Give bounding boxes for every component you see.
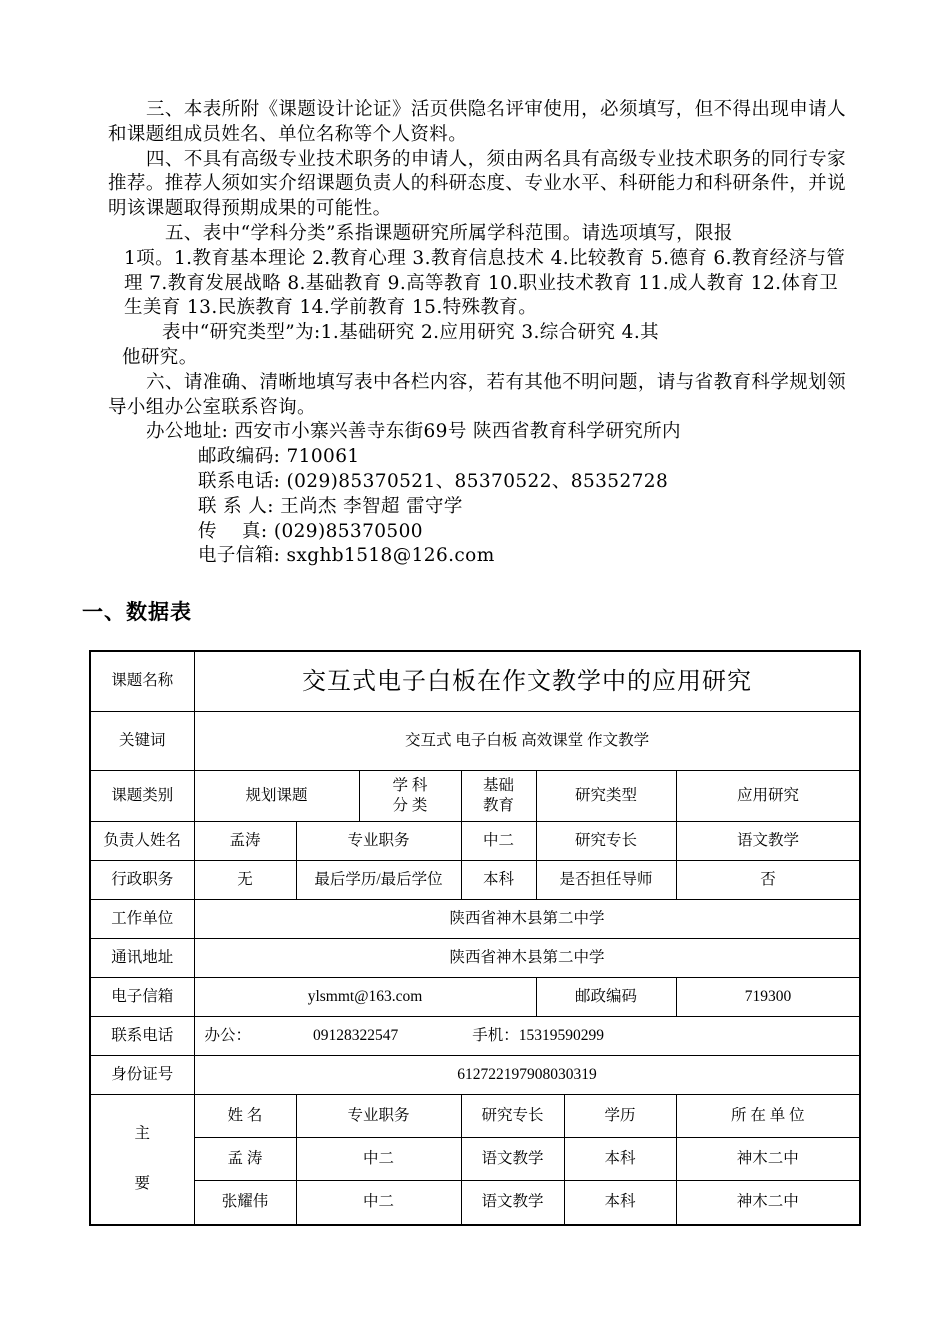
note-5b-rest: 他研究。 (122, 346, 198, 368)
work-unit-value: 陕西省神木县第二中学 (194, 899, 860, 938)
contact-people-line: 联 系 人: 王尚杰 李智超 雷守学 (198, 495, 463, 517)
member-header-specialty: 研究专长 (461, 1094, 564, 1137)
office-address: 办公地址: 西安市小寨兴善寺东街69号 陕西省教育科学研究所内 (146, 421, 681, 443)
note-5 (108, 222, 846, 321)
row-admin (90, 860, 860, 899)
office-phone-label: 办公： (204, 1026, 252, 1044)
members-label-line2: 要 (134, 1174, 150, 1192)
admin-label: 行政职务 (90, 860, 194, 899)
title-rank-label: 专业职务 (296, 821, 461, 860)
subject-value-line1: 基础 (482, 776, 514, 794)
office-phone-value: 09128322547 (313, 1026, 399, 1044)
subject-label-line2: 分 类 (392, 796, 428, 814)
admin-value: 无 (194, 860, 296, 899)
row-mail-address (90, 938, 860, 977)
note-3: 三、本表所附《课题设计论证》活页供隐名评审使用，必须填写，但不得出现申请人和课题组成员姓名、单位名称等个人资料。 (108, 99, 846, 145)
phone-label: 联系电话 (90, 1016, 194, 1055)
member-header-unit: 所 在 单 位 (676, 1094, 860, 1137)
member-education: 本科 (564, 1137, 676, 1180)
postcode-label: 邮政编码 (536, 977, 676, 1016)
section-title: 一、数据表 (82, 600, 192, 624)
leader-label: 负责人姓名 (90, 821, 194, 860)
data-table (89, 650, 861, 1226)
supervisor-value: 否 (676, 860, 860, 899)
member-header-name: 姓 名 (194, 1094, 296, 1137)
member-title: 中二 (296, 1180, 461, 1225)
project-title-value: 交互式电子白板在作文教学中的应用研究 (194, 651, 860, 711)
subject-label (359, 770, 461, 821)
note-5-rest: 1项。1.教育基本理论 2.教育心理 3.教育信息技术 4.比较教育 5.德育 6.教育经济与管理 7.教育发展战略 8.基础教育 9.高等教育 10.职业技术教育 11.成人教育 12.体育卫生美育 13.民族教育 14.学前教育 15.特殊教育。 (124, 247, 846, 319)
work-unit-label: 工作单位 (90, 899, 194, 938)
note-5b-first-line: 表中“研究类型”为:1.基础研究 2.应用研究 3.综合研究 4.其 (162, 322, 659, 344)
keywords-label: 关键词 (90, 711, 194, 770)
mobile-phone: 手机：15319590299 (472, 1026, 605, 1044)
mail-address-label: 通讯地址 (90, 938, 194, 977)
row-phone (90, 1016, 860, 1055)
row-project-title (90, 651, 860, 711)
member-name: 孟 涛 (194, 1137, 296, 1180)
id-value: 612722197908030319 (194, 1055, 860, 1094)
research-type-label: 研究类型 (536, 770, 676, 821)
postcode-value: 719300 (676, 977, 860, 1016)
member-education: 本科 (564, 1180, 676, 1225)
note-6: 六、请准确、清晰地填写表中各栏内容，若有其他不明问题，请与省教育科学规划领导小组办公室联系咨询。 (108, 371, 846, 418)
row-id (90, 1055, 860, 1094)
phone-line: 联系电话: (029)85370521、85370522、85352728 (198, 470, 669, 492)
row-leader (90, 821, 860, 860)
subject-label-line1: 学 科 (392, 776, 428, 794)
email-value: ylsmmt@163.com (194, 977, 536, 1016)
specialty-value: 语文教学 (676, 821, 860, 860)
email-label: 电子信箱 (90, 977, 194, 1016)
table-row (90, 1137, 860, 1180)
education-value: 本科 (461, 860, 536, 899)
research-type-value: 应用研究 (676, 770, 860, 821)
member-unit: 神木二中 (676, 1180, 860, 1225)
row-email (90, 977, 860, 1016)
specialty-label: 研究专长 (536, 821, 676, 860)
member-name: 张耀伟 (194, 1180, 296, 1225)
row-keywords (90, 711, 860, 770)
row-work-unit (90, 899, 860, 938)
note-5-first-line: 五、表中“学科分类”系指课题研究所属学科范围。请选项填写，限报 (165, 222, 733, 244)
keywords-value: 交互式 电子白板 高效课堂 作文教学 (194, 711, 860, 770)
note-5b (108, 321, 846, 371)
member-header-education: 学历 (564, 1094, 676, 1137)
phone-value (194, 1016, 860, 1055)
subject-value-line2: 教育 (482, 796, 514, 814)
id-label: 身份证号 (90, 1055, 194, 1094)
education-label: 最后学历/最后学位 (296, 860, 461, 899)
member-unit: 神木二中 (676, 1137, 860, 1180)
category-label: 课题类别 (90, 770, 194, 821)
mail-address-value: 陕西省神木县第二中学 (194, 938, 860, 977)
postcode-line: 邮政编码: 710061 (198, 446, 360, 468)
instructions (108, 98, 846, 569)
title-rank-value: 中二 (461, 821, 536, 860)
member-header-title: 专业职务 (296, 1094, 461, 1137)
members-label-line1: 主 (134, 1124, 150, 1142)
member-title: 中二 (296, 1137, 461, 1180)
members-label (90, 1094, 194, 1225)
member-specialty: 语文教学 (461, 1180, 564, 1225)
project-title-label: 课题名称 (90, 651, 194, 711)
leader-value: 孟涛 (194, 821, 296, 860)
row-members-header (90, 1094, 860, 1137)
category-value: 规划课题 (194, 770, 359, 821)
member-specialty: 语文教学 (461, 1137, 564, 1180)
table-row (90, 1180, 860, 1225)
row-category (90, 770, 860, 821)
email-line: 电子信箱: sxghb1518@126.com (198, 545, 495, 567)
note-4: 四、不具有高级专业技术职务的申请人，须由两名具有高级专业技术职务的同行专家推荐。推荐人须如实介绍课题负责人的科研态度、专业水平、科研能力和科研条件，并说明该课题取得预期成果的可能性。 (108, 148, 846, 220)
fax-line: 传 真: (029)85370500 (198, 520, 423, 542)
subject-value (461, 770, 536, 821)
supervisor-label: 是否担任导师 (536, 860, 676, 899)
